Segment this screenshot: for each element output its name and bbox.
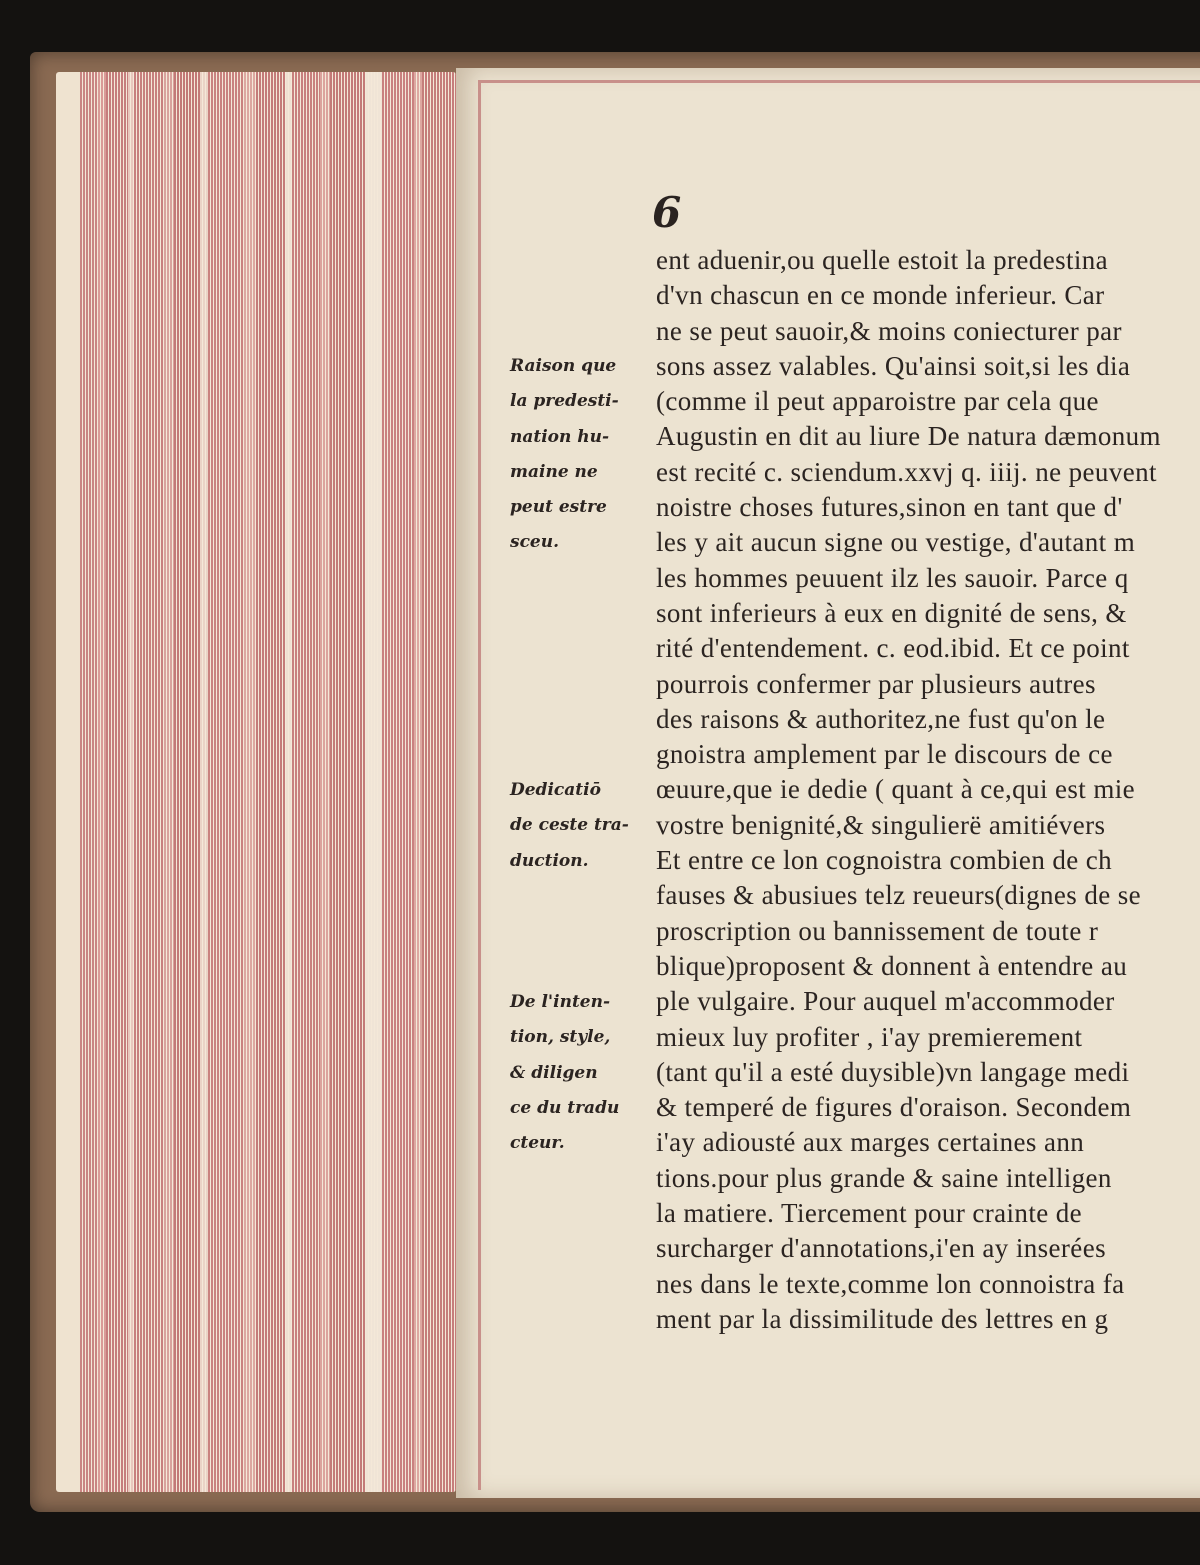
text-line: pourrois confermer par plusieurs autres [656, 668, 1096, 699]
page-edge-band [80, 72, 98, 1492]
marginal-note-line: maine ne [510, 461, 598, 482]
marginal-note-line: duction. [510, 850, 589, 871]
text-line: sont inferieurs à eux en dignité de sens, & [656, 597, 1127, 628]
marginal-note-line: ce du tradu [510, 1097, 620, 1118]
text-line: mieux luy profiter , i'ay premierement [656, 1021, 1083, 1052]
page-edge-band [422, 72, 456, 1492]
page-edge-band [320, 72, 330, 1492]
marginal-note-line: & diligen [510, 1062, 598, 1083]
marginal-note-line: peut estre [510, 497, 607, 518]
text-line: proscription ou bannissement de toute r [656, 915, 1099, 946]
text-line: Augustin en dit au liure De natura dæmonum [656, 421, 1161, 452]
text-line: Et entre ce lon cognoistra combien de ch [656, 845, 1113, 876]
text-line: œuure,que ie dedie ( quant à ce,qui est mie [656, 774, 1136, 805]
marginal-note-line: nation hu- [510, 426, 610, 447]
marginal-note-3 [510, 985, 656, 1161]
page-edge-band [208, 72, 244, 1492]
text-line: les y ait aucun signe ou vestige, d'autant m [656, 527, 1136, 558]
text-line: des raisons & authoritez,ne fust qu'on le [656, 703, 1106, 734]
page-edge-band [330, 72, 366, 1492]
text-line: sons assez valables. Qu'ainsi soit,si les dia [656, 350, 1131, 381]
text-line: blique)proposent & donnent à entendre au [656, 950, 1128, 981]
page-border-rule-left [478, 80, 481, 1490]
marginal-note-line: la predesti- [510, 391, 619, 412]
text-line: nes dans le texte,comme lon connoistra fa [656, 1268, 1125, 1299]
text-line: i'ay adiousté aux marges certaines ann [656, 1127, 1085, 1158]
page-edge-band [98, 72, 106, 1492]
text-line: surcharger d'annotations,i'en ay inserées [656, 1233, 1106, 1264]
text-line: fauses & abusiues telz reueurs(dignes de se [656, 880, 1142, 911]
text-line: ple vulgaire. Pour auquel m'accommoder [656, 986, 1115, 1017]
marginal-note-2 [510, 773, 656, 879]
page-edge-band [164, 72, 174, 1492]
page-edge-band [292, 72, 320, 1492]
page-edge-band [134, 72, 164, 1492]
text-line: rité d'entendement. c. eod.ibid. Et ce point [656, 633, 1130, 664]
text-line: tions.pour plus grande & saine intelligen [656, 1162, 1112, 1193]
marginal-note-line: Raison que [510, 356, 617, 376]
page-number: 6 [652, 188, 682, 237]
text-line: (comme il peut apparoistre par cela que [656, 386, 1099, 417]
page-edge-band [244, 72, 256, 1492]
page-edge-band [174, 72, 200, 1492]
red-page-edges [80, 72, 456, 1492]
text-line: la matiere. Tiercement pour crainte de [656, 1198, 1083, 1229]
text-line: ne se peut sauoir,& moins coniecturer par [656, 315, 1122, 346]
page-edges [56, 72, 456, 1492]
page-edge-band [200, 72, 208, 1492]
text-line: (tant qu'il a esté duysible)vn langage medi [656, 1056, 1130, 1087]
marginal-note-line: tion, style, [510, 1027, 611, 1048]
page-edge-band [414, 72, 422, 1492]
text-line: & temperé de figures d'oraison. Secondem [656, 1092, 1132, 1123]
text-line: vostre benignité,& singulierë amitiévers [656, 809, 1106, 840]
text-line: noistre choses futures,sinon en tant que d' [656, 492, 1123, 523]
marginal-note-line: cteur. [510, 1133, 565, 1154]
marginal-note-1 [510, 349, 656, 561]
page-edge-band [106, 72, 128, 1492]
marginal-note-line: Dedicatiō [510, 780, 601, 800]
text-line: d'vn chascun en ce monde inferieur. Car [656, 280, 1105, 311]
marginal-note-line: sceu. [510, 532, 560, 553]
marginal-note-line: De l'inten- [510, 992, 611, 1012]
marginal-note-line: de ceste tra- [510, 815, 629, 836]
text-line: les hommes peuuent ilz les sauoir. Parce q [656, 562, 1129, 593]
text-line: ent aduenir,ou quelle estoit la predestina [656, 245, 1109, 275]
page-edge-band [256, 72, 286, 1492]
text-line: gnoistra amplement par le discours de ce [656, 739, 1113, 770]
page-border-rule-top [478, 80, 1200, 83]
text-line: ment par la dissimilitude des lettres en g [656, 1303, 1109, 1334]
page-edge-band [382, 72, 414, 1492]
text-line: est recité c. sciendum.xxvj q. iiij. ne peuvent [656, 456, 1157, 487]
page-edge-band [366, 72, 382, 1492]
body-text [656, 243, 1200, 1337]
